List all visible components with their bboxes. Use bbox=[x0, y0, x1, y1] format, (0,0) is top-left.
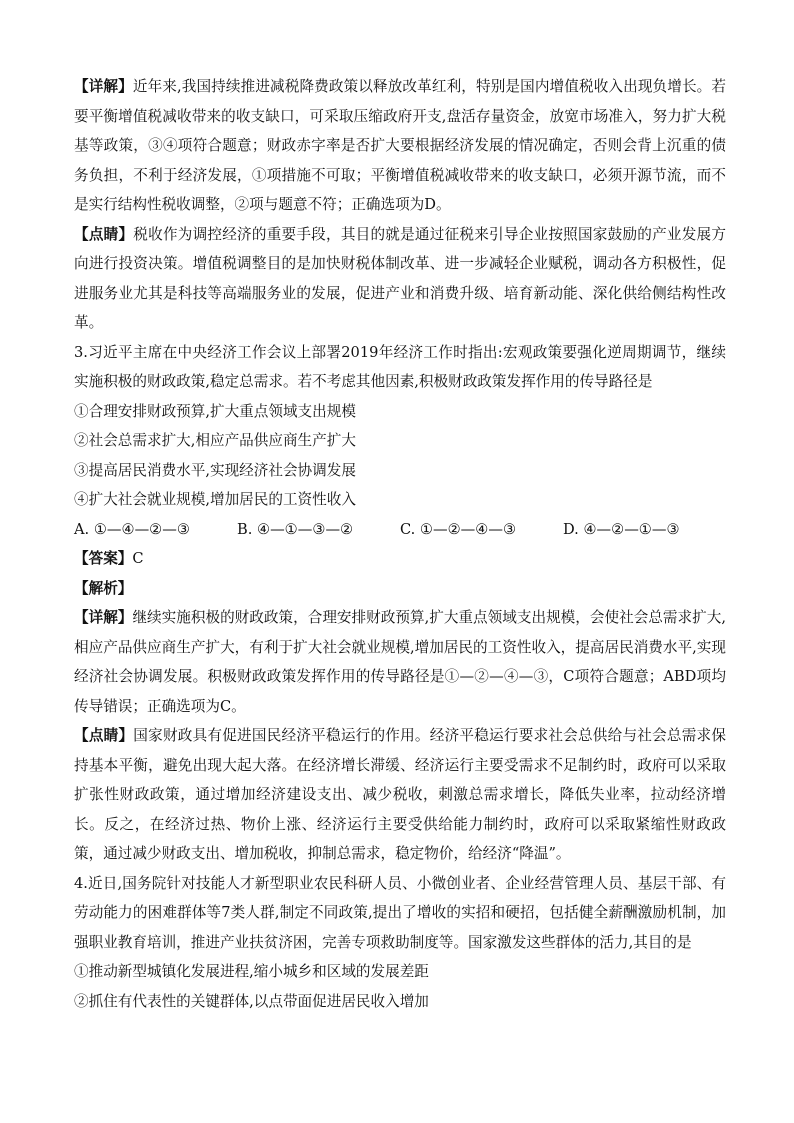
analysis-tag: 【解析】 bbox=[74, 579, 133, 597]
q4-option-1: ①推动新型城镇化发展进程,缩小城乡和区域的发展差距 bbox=[74, 963, 429, 980]
document-page bbox=[74, 72, 726, 1016]
choice-c: C. ①—②—④—③ bbox=[400, 520, 517, 538]
q3-option-4: ④扩大社会就业规模,增加居民的工资性收入 bbox=[74, 491, 356, 508]
q3-choices bbox=[74, 515, 726, 545]
q3-option-1: ①合理安排财政预算,扩大重点领域支出规模 bbox=[74, 402, 356, 420]
q3-stem: 3.习近平主席在中央经济工作会议上部署2019年经济工作时指出:宏观政策要强化逆周期调节，继续实施积极的财政政策,稳定总需求。若不考虑其他因素,积极财政政策发挥作用的传导路径是 bbox=[74, 343, 726, 390]
q3-option-2: ②社会总需求扩大,相应产品供应商生产扩大 bbox=[74, 432, 356, 449]
q3-note-paragraph bbox=[74, 721, 726, 869]
note-tag: 【点睛】 bbox=[74, 727, 134, 744]
note-tag: 【点睛】 bbox=[74, 225, 134, 243]
q3-detail-paragraph bbox=[74, 603, 726, 721]
note-text: 国家财政具有促进国民经济平稳运行的作用。经济平稳运行要求社会总供给与社会总需求保持基本平衡，避免出现大起大落。在经济增长滞缓、经济运行主要受需求不足制约时，政府可以采取扩张性财政政策，通过增加经济建设支出、减少税收，刺激总需求增长，降低失业率，拉动经济增长。反之，在经济过热、物价上涨、经济运行主要受供给能力制约时，政府可以采取紧缩性财政政策，通过减少财政支出、增加税收，抑制总需求，稳定物价，给经济“降温”。 bbox=[74, 727, 726, 862]
choice-d: D. ④—②—①—③ bbox=[563, 520, 680, 538]
choice-b: B. ④—①—③—② bbox=[237, 520, 354, 538]
q2-note-paragraph bbox=[74, 220, 726, 338]
detail-text: 近年来,我国持续推进减税降费政策以释放改革红利，特别是国内增值税收入出现负增长。若要平衡增值税减收带来的收支缺口，可采取压缩政府开支,盘活存量资金，放宽市场准入，努力扩大税基等政策，③④项符合题意；财政赤字率是否扩大要根据经济发展的情况确定，否则会背上沉重的债务负担，不利于经济发展，①项措施不可取；平衡增值税减收带来的收支缺口，必须开源节流，而不是实行结构性税收调整，②项与题意不符；正确选项为D。 bbox=[74, 78, 726, 213]
detail-text: 继续实施积极的财政政策，合理安排财政预算,扩大重点领域支出规模，会使社会总需求扩大,相应产品供应商生产扩大，有利于扩大社会就业规模,增加居民的工资性收入，提高居民消费水平,实现经济社会协调发展。积极财政政策发挥作用的传导路径是①—②—④—③，C项符合题意；ABD项均传导错误；正确选项为C。 bbox=[74, 609, 726, 715]
answer-tag: 【答案】 bbox=[74, 550, 133, 567]
q2-detail-paragraph bbox=[74, 72, 726, 220]
q3-option-3: ③提高居民消费水平,实现经济社会协调发展 bbox=[74, 461, 356, 479]
detail-tag: 【详解】 bbox=[74, 609, 133, 626]
q4-option-2: ②抓住有代表性的关键群体,以点带面促进居民收入增加 bbox=[74, 992, 429, 1010]
q3-analysis-heading bbox=[74, 574, 726, 604]
q4-stem: 4.近日,国务院针对技能人才新型职业农民科研人员、小微创业者、企业经营管理人员、基层干部、有劳动能力的困难群体等7类人群,制定不同政策,提出了增收的实招和硬招，包括健全薪酬激励机制，加强职业教育培训，推进产业扶贫济困，完善专项救助制度等。国家激发这些群体的活力,其目的是 bbox=[74, 874, 726, 951]
choice-a: A. ①—④—②—③ bbox=[74, 520, 190, 538]
detail-tag: 【详解】 bbox=[74, 78, 133, 95]
q3-answer bbox=[74, 544, 726, 574]
note-text: 税收作为调控经济的重要手段，其目的就是通过征税来引导企业按照国家鼓励的产业发展方向进行投资决策。增值税调整目的是加快财税体制改革、进一步减轻企业赋税，调动各方积极性，促进服务业尤其是科技等高端服务业的发展，促进产业和消费升级、培育新动能、深化供给侧结构性改革。 bbox=[74, 225, 726, 331]
answer-value: C bbox=[132, 550, 144, 567]
